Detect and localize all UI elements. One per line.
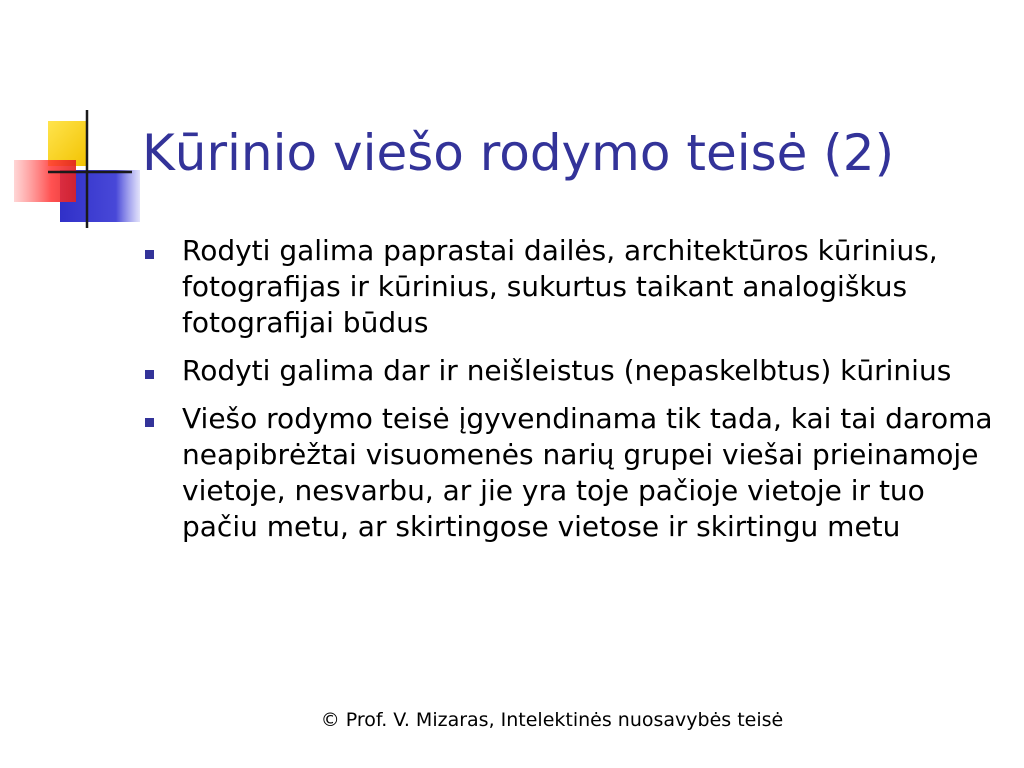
slide-footer: © Prof. V. Mizaras, Intelektinės nuosavybės teisė (320, 709, 784, 731)
square-bullet-icon (145, 418, 154, 427)
red-square (14, 160, 76, 202)
bullet-text: Viešo rodymo teisė įgyvendinama tik tada, kai tai daroma neapibrėžtai visuomenės narių grupei viešai prieinamoje vietoje, nesvarbu, ar jie yra toje pačioje vietoje ir tuo pačiu metu, ar skirtingose vietose ir skirtingu metu (182, 402, 993, 543)
bullet-list (145, 233, 1005, 557)
slide-title: Kūrinio viešo rodymo teisė (2) (142, 124, 895, 182)
yellow-square (48, 121, 88, 166)
bullet-item (145, 353, 1005, 389)
bullet-item (145, 401, 1005, 545)
decorative-squares-graphic (0, 0, 150, 240)
bullet-text: Rodyti galima dar ir neišleistus (nepaskelbtus) kūrinius (182, 354, 952, 387)
bullet-text: Rodyti galima paprastai dailės, architektūros kūrinius, fotografijas ir kūrinius, sukurtus taikant analogiškus fotografijai būdus (182, 234, 938, 339)
square-bullet-icon (145, 370, 154, 379)
square-bullet-icon (145, 250, 154, 259)
bullet-item (145, 233, 1005, 341)
